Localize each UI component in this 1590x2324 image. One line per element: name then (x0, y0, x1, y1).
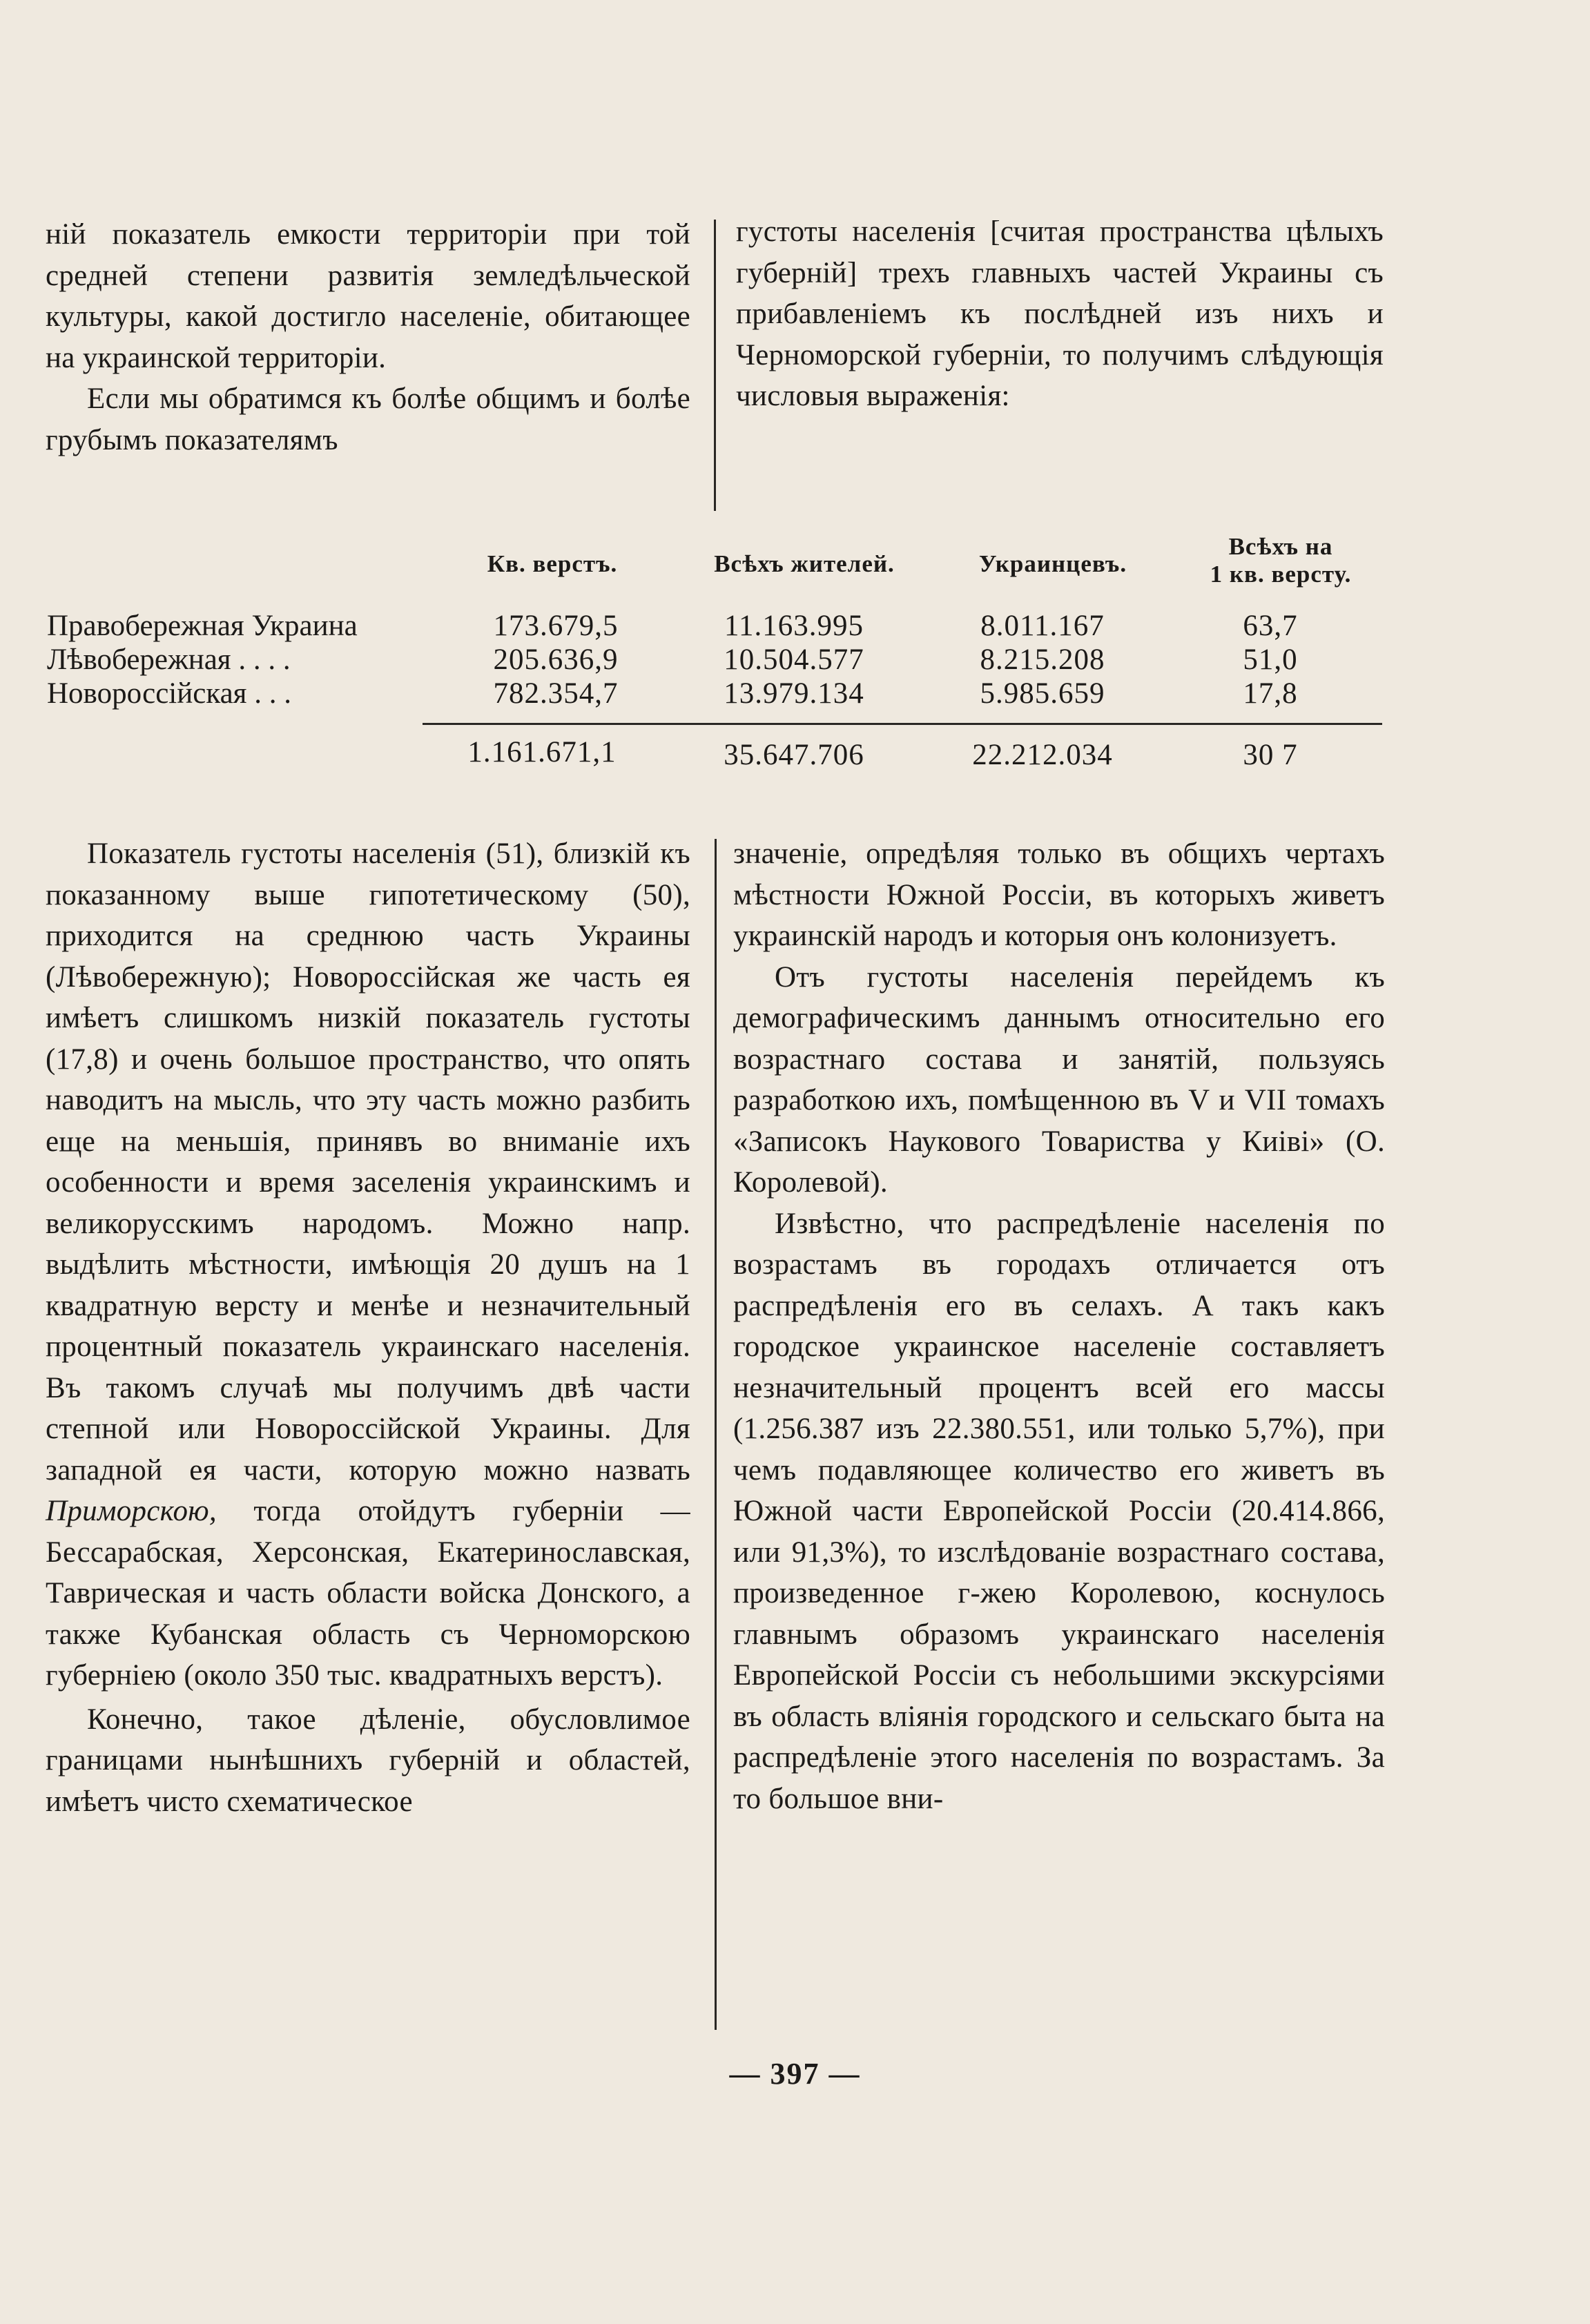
top-left-column (46, 214, 690, 461)
bottom-left-column (46, 833, 690, 1822)
table-total-cell: 35.647.706 (724, 739, 864, 771)
paragraph: густоты населенія [считая пространства цѣлыхъ губерній] трехъ главныхъ частей Украины съ прибавленіемъ къ послѣдней изъ нихъ и Черноморской губерніи, то получимъ слѣдующія числовыя выраженія: (736, 215, 1384, 412)
top-right-column (736, 211, 1384, 417)
table-cell: 51,0 (1243, 643, 1298, 676)
page-number: — 397 — (729, 2057, 861, 2091)
paragraph: значеніе, опредѣляя только въ общихъ чертахъ мѣстности Южной Россіи, въ которыхъ живетъ украинскій народъ и которыя онъ колонизуетъ. (733, 837, 1385, 952)
table-header-population: Всѣхъ жителей. (714, 550, 895, 577)
table-total-rule (423, 723, 1382, 725)
table-cell: 13.979.134 (724, 677, 864, 710)
paragraph (46, 833, 690, 1696)
table-header-density-line2: 1 кв. версту. (1210, 561, 1352, 588)
column-divider (714, 220, 716, 511)
table-row-label: Правобережная Украина (47, 610, 358, 642)
table-row-label: Лѣвобережная . . . . (47, 643, 291, 676)
table-cell: 173.679,5 (493, 610, 619, 642)
paragraph: Извѣстно, что распредѣленіе населенія по возрастамъ въ городахъ отличается отъ распредѣленія его въ селахъ. А такъ какъ городское украинское населеніе составляетъ незначительный процентъ всей его массы (1.256.387 изъ 22.380.551, или только 5,7%), при чемъ подавляющее количество его живетъ въ Южной части Европейской Россіи (20.414.866, или 91,3%), то изслѣдованіе возрастнаго состава, произведенное г-жею Королевою, коснулось главнымъ образомъ украинскаго населенія Европейской Россіи съ небольшими экскурсіями въ область вліянія городского и сельскаго быта на распредѣленіе этого населенія по возрастамъ. За то большое вни- (733, 1207, 1385, 1815)
bottom-right-column (733, 833, 1385, 1819)
table-cell: 205.636,9 (493, 643, 619, 676)
table-total-cell: 30 7 (1243, 739, 1298, 771)
table-row-label: Новороссійская . . . (47, 677, 291, 710)
paragraph: Если мы обратимся къ болѣе общимъ и болѣе грубымъ показателямъ (46, 383, 690, 456)
table-total-cell: 1.161.671,1 (467, 736, 617, 768)
table-cell: 8.215.208 (980, 643, 1105, 676)
paragraph: Конечно, такое дѣленіе, обусловлимое границами нынѣшнихъ губерній и областей, имѣетъ чисто схематическое (46, 1703, 690, 1818)
table-header-density-line1: Всѣхъ на (1228, 533, 1333, 560)
text-run: Показатель густоты населенія (51), близкій къ показанному выше гипотетическому (50), приходится на среднюю часть Украины (Лѣвобережную); Новороссійская же часть ея имѣетъ слишкомъ низкій показатель густоты (17,8) и очень большое пространство, что опять наводитъ на мысль, что эту часть можно разбить еще на меньшія, принявъ во вниманіе ихъ особенности и время заселенія украинскимъ и великорусскимъ народомъ. Можно напр. выдѣлить мѣстности, имѣющія 20 душъ на 1 квадратную версту и менѣе и незначительный процентный показатель украинскаго населенія. Въ такомъ случаѣ мы получимъ двѣ части степной или Новороссійской Украины. Для западной ея части, которую можно назвать (46, 837, 690, 1487)
table-cell: 63,7 (1243, 610, 1298, 642)
table-header-area: Кв. верстъ. (487, 550, 618, 577)
table-cell: 11.163.995 (724, 610, 864, 642)
text-run: тогда отойдутъ губерніи — Бессарабская, Херсонская, Екатеринославская, Таврическая и часть области войска Донского, а также Кубанская область съ Черноморскою губерніею (около 350 тыс. квадратныхъ верстъ). (46, 1495, 690, 1692)
paragraph: ній показатель емкости территоріи при той средней степени развитія земледѣльческой культуры, какой достигло населеніе, обитающее на украинской территоріи. (46, 218, 690, 374)
table-cell: 5.985.659 (980, 677, 1105, 710)
paragraph: Отъ густоты населенія перейдемъ къ демографическимъ даннымъ относительно его возрастнаго состава и занятій, пользуясь разработкою ихъ, помѣщенною въ V и VII томахъ «Записокъ Наукового Товариства у Киiвi» (О. Королевой). (733, 960, 1385, 1199)
table-header-ukrainians: Украинцевъ. (978, 550, 1127, 577)
table-cell: 782.354,7 (493, 677, 619, 710)
table-cell: 17,8 (1243, 677, 1298, 710)
column-divider (715, 839, 717, 2030)
table-cell: 8.011.167 (980, 610, 1105, 642)
italic-term: Приморскою, (46, 1495, 217, 1527)
table-cell: 10.504.577 (724, 643, 864, 676)
table-total-cell: 22.212.034 (972, 739, 1113, 771)
